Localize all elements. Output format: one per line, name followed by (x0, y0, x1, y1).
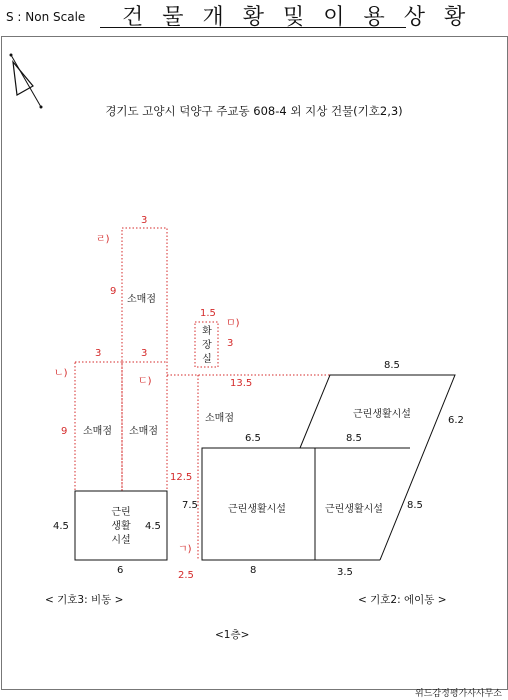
address-text: 경기도 고양시 덕양구 주교동 608-4 외 지상 건물(기호2,3) (105, 104, 403, 118)
dim-center-w-bottom: 8 (250, 565, 257, 576)
dim-span-13-5: 13.5 (230, 378, 253, 389)
dim-left-h: 9 (61, 426, 68, 437)
marker-da: ㄷ) (138, 376, 152, 387)
dim-gap-2-5: 2.5 (178, 570, 194, 581)
dim-left-w: 3 (95, 348, 102, 359)
dim-toilet-h: 3 (227, 338, 234, 349)
dim-toilet-w: 1.5 (200, 308, 216, 319)
dim-right-bottom-w: 3.5 (337, 567, 353, 578)
marker-ga: ㄱ) (178, 544, 192, 555)
dim-right-h: 8.5 (407, 500, 423, 511)
dim-center-w-top: 6.5 (245, 433, 261, 444)
marker-ma: ㅁ) (226, 318, 240, 329)
room-left-store: 소매점 (83, 426, 112, 437)
north-arrow-icon (10, 54, 43, 109)
footer-office: 위드감정평가사사무소 (415, 689, 502, 699)
dim-right-mid-w: 8.5 (346, 433, 362, 444)
room-upper-store: 소매점 (127, 294, 156, 305)
label-bldg3: < 기호3: 비동 > (45, 594, 124, 606)
room-right-top: 근린생활시설 (353, 409, 411, 420)
dim-block-h: 7.5 (182, 500, 198, 511)
label-bldg2: < 기호2: 에이동 > (358, 594, 447, 606)
page-title: 건 물 개 황 및 이 용 상 황 (122, 5, 472, 30)
scale-label: S : Non Scale (6, 10, 86, 24)
dim-mid-w: 3 (141, 348, 148, 359)
marker-ra: ㄹ) (96, 234, 110, 245)
upper-store-outline (122, 228, 167, 491)
right-top-shape (300, 375, 455, 560)
dim-right-slant: 6.2 (448, 415, 464, 426)
floor-label: <1층> (215, 629, 250, 641)
dim-corner-h-left: 4.5 (53, 521, 69, 532)
room-center-store: 소매점 (205, 413, 234, 424)
dim-upper-w: 3 (141, 215, 148, 226)
room-toilet: 화장실 (202, 326, 212, 365)
dim-col-12-5: 12.5 (170, 472, 193, 483)
dim-corner-h-right: 4.5 (145, 521, 161, 532)
room-mid-store: 소매점 (129, 426, 158, 437)
room-right-bottom: 근린생활시설 (325, 504, 383, 515)
marker-na: ㄴ) (54, 368, 68, 379)
room-corner-unit: 근린생활시설 (111, 507, 131, 546)
dim-right-top-w: 8.5 (384, 360, 400, 371)
dim-corner-w: 6 (117, 565, 124, 576)
dim-upper-h: 9 (110, 286, 117, 297)
room-center-bottom: 근린생활시설 (228, 504, 286, 515)
